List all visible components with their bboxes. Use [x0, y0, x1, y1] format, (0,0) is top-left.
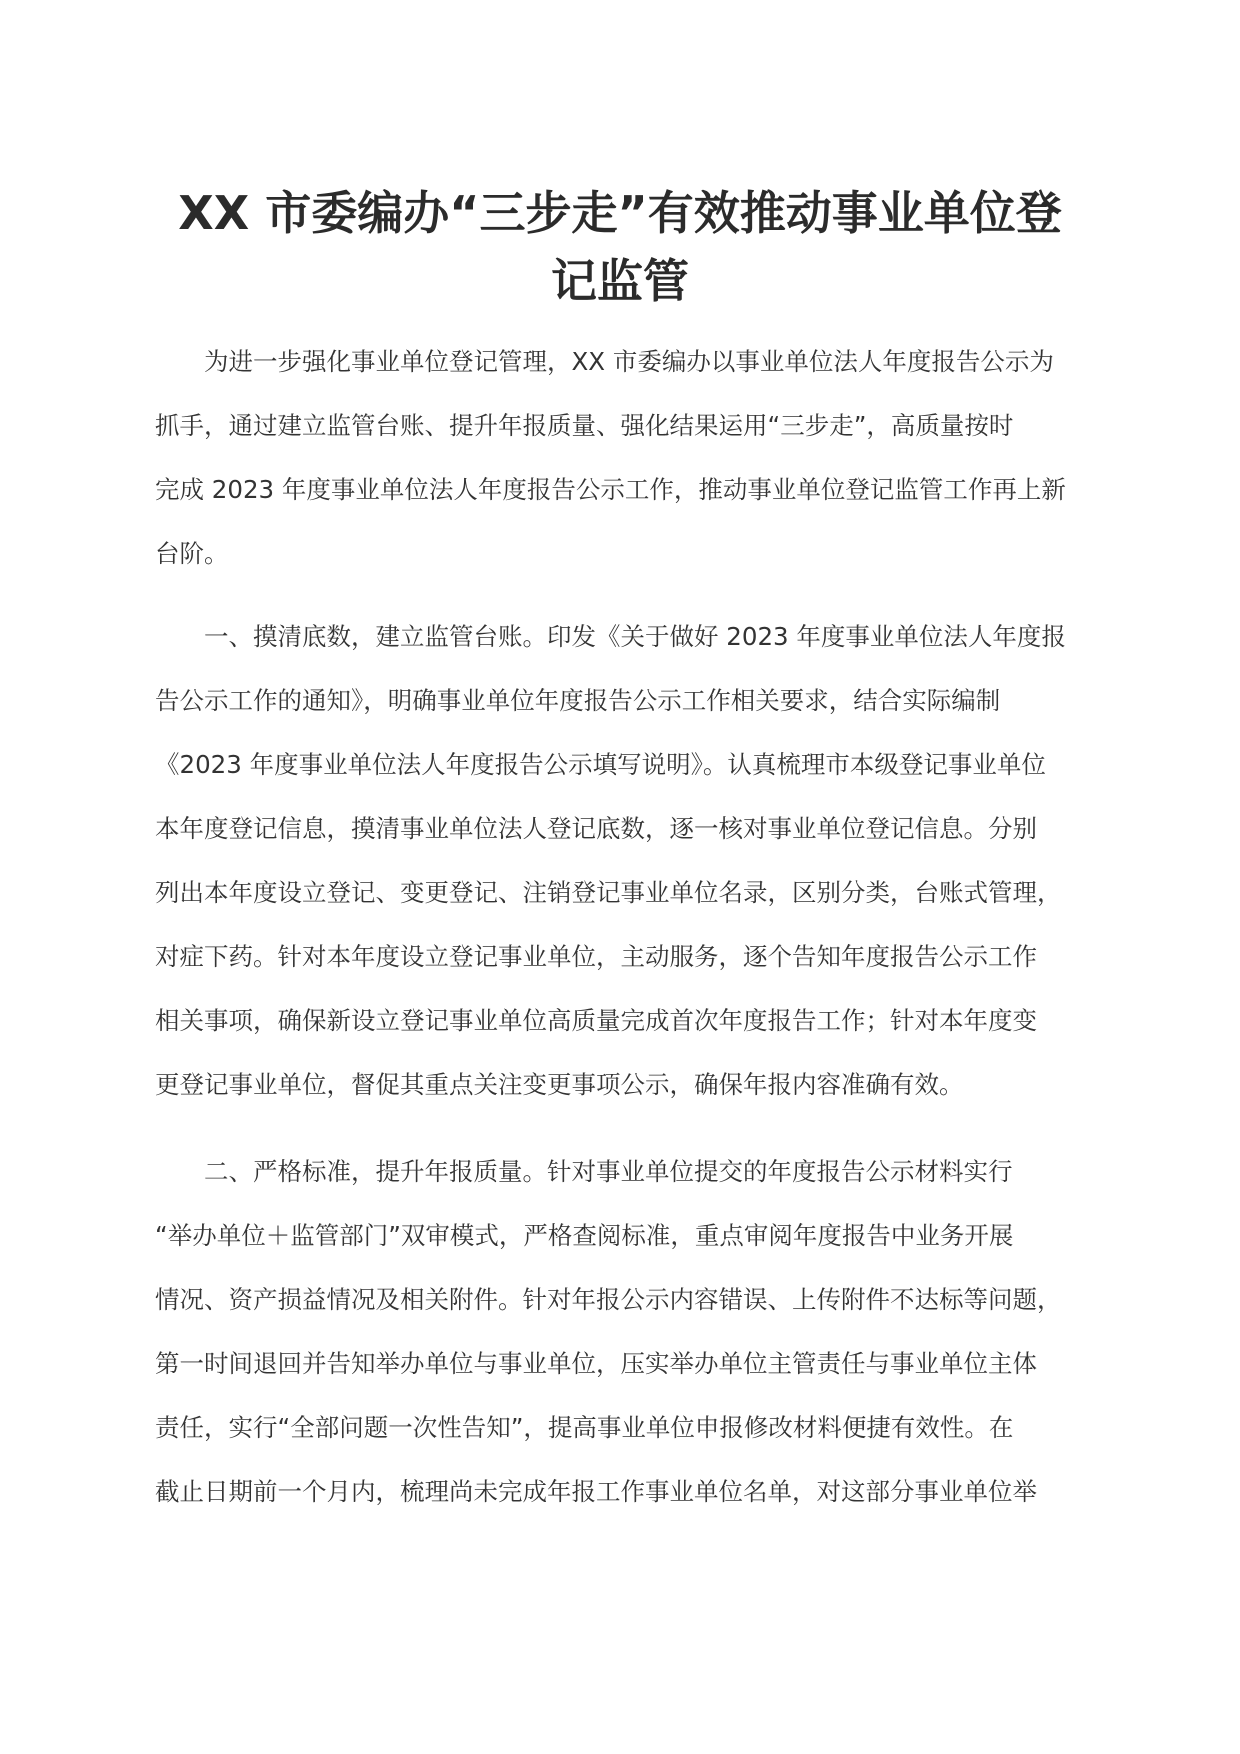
paragraph-line: 对症下药。针对本年度设立登记事业单位，主动服务，逐个告知年度报告公示工作 [155, 942, 1037, 971]
paragraph-line: “举办单位＋监管部门”双审模式，严格查阅标准，重点审阅年度报告中业务开展 [155, 1221, 1014, 1250]
document-title-line-2: 记监管 [551, 254, 689, 308]
paragraph-line: 列出本年度设立登记、变更登记、注销登记事业单位名录，区别分类，台账式管理， [155, 878, 1062, 907]
paragraph-line: 截止日期前一个月内，梳理尚未完成年报工作事业单位名单，对这部分事业单位举 [155, 1477, 1037, 1506]
paragraph-line: 一、摸清底数，建立监管台账。印发《关于做好 2023 年度事业单位法人年度报 [155, 622, 1066, 651]
paragraph-line: 相关事项，确保新设立登记事业单位高质量完成首次年度报告工作；针对本年度变 [155, 1006, 1037, 1035]
paragraph-section-1 [155, 605, 1085, 1117]
paragraph-section-2 [155, 1140, 1085, 1524]
paragraph-line: 完成 2023 年度事业单位法人年度报告公示工作，推动事业单位登记监管工作再上新 [155, 475, 1066, 504]
paragraph-line: 抓手，通过建立监管台账、提升年报质量、强化结果运用“三步走”，高质量按时 [155, 411, 1014, 440]
paragraph-line: 《2023 年度事业单位法人年度报告公示填写说明》。认真梳理市本级登记事业单位 [155, 750, 1046, 779]
paragraph-line: 本年度登记信息，摸清事业单位法人登记底数，逐一核对事业单位登记信息。分别 [155, 814, 1037, 843]
paragraph-intro [155, 330, 1085, 586]
paragraph-line: 二、严格标准，提升年报质量。针对事业单位提交的年度报告公示材料实行 [155, 1157, 1013, 1186]
document-title-line-1: XX 市委编办“三步走”有效推动事业单位登 [178, 186, 1062, 240]
paragraph-line: 情况、资产损益情况及相关附件。针对年报公示内容错误、上传附件不达标等问题， [155, 1285, 1062, 1314]
paragraph-line: 告公示工作的通知》，明确事业单位年度报告公示工作相关要求，结合实际编制 [155, 686, 1001, 715]
paragraph-line: 责任，实行“全部问题一次性告知”，提高事业单位申报修改材料便捷有效性。在 [155, 1413, 1014, 1442]
paragraph-line: 为进一步强化事业单位登记管理，XX 市委编办以事业单位法人年度报告公示为 [155, 347, 1054, 376]
paragraph-line: 更登记事业单位，督促其重点关注变更事项公示，确保年报内容准确有效。 [155, 1070, 964, 1099]
paragraph-line: 台阶。 [155, 539, 229, 568]
paragraph-line: 第一时间退回并告知举办单位与事业单位，压实举办单位主管责任与事业单位主体 [155, 1349, 1037, 1378]
